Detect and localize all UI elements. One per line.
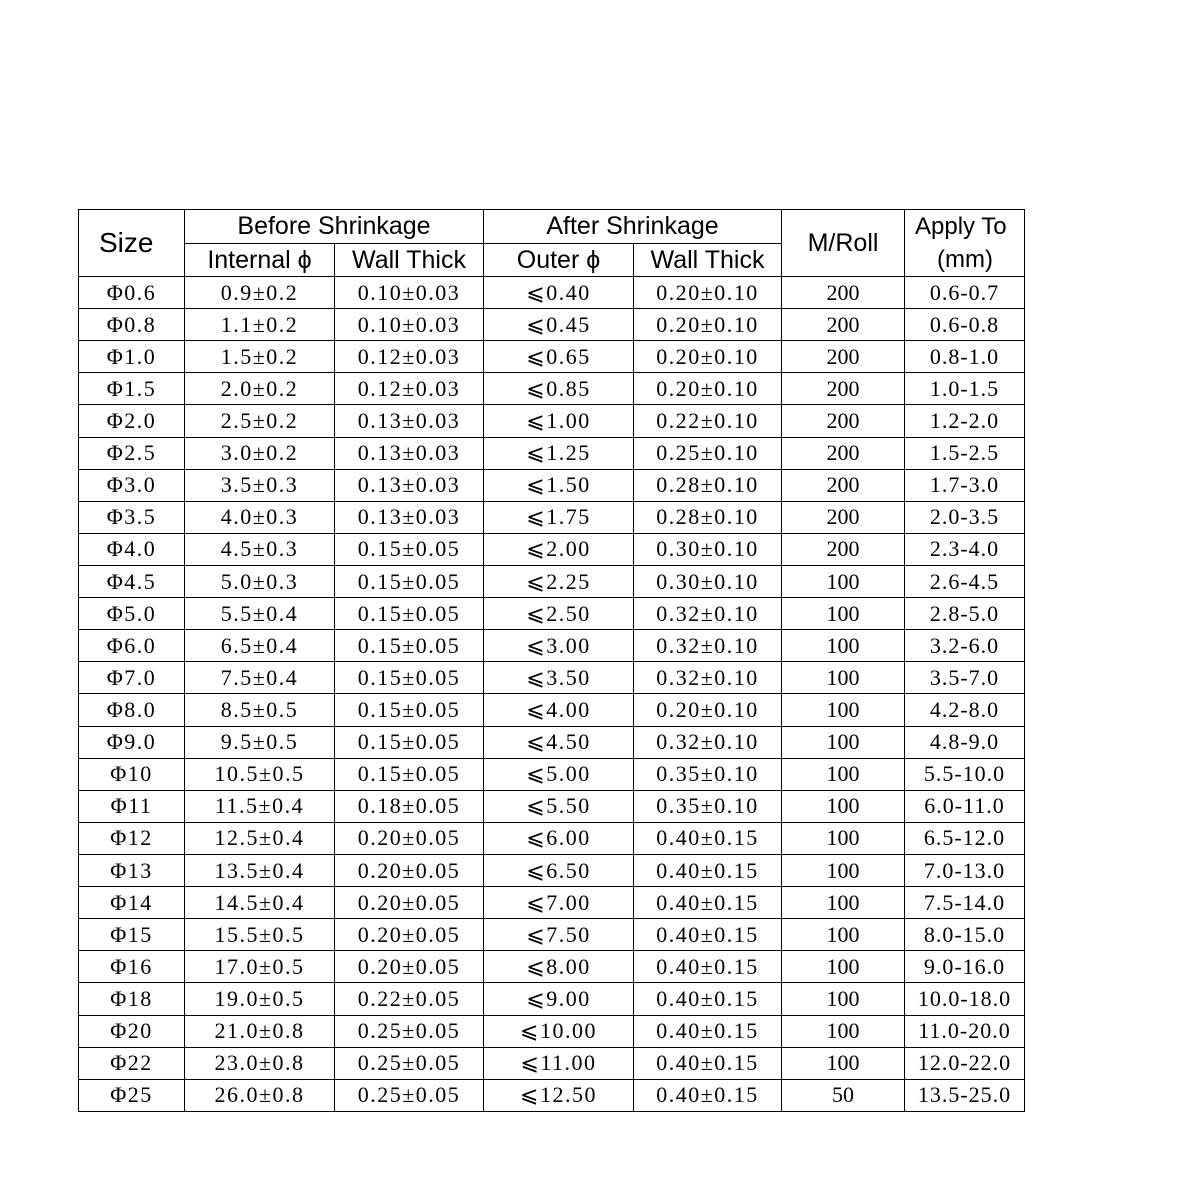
cell-internal-diameter: 7.5±0.4	[185, 662, 335, 694]
cell-wall-thick-after: 0.40±0.15	[634, 1079, 782, 1111]
header-wall-thick-after: Wall Thick	[634, 244, 782, 277]
cell-apply-to: 13.5-25.0	[905, 1079, 1025, 1111]
cell-wall-thick-after: 0.20±0.10	[634, 694, 782, 726]
cell-internal-diameter: 9.5±0.5	[185, 726, 335, 758]
cell-wall-thick-after: 0.35±0.10	[634, 790, 782, 822]
cell-wall-thick-before: 0.15±0.05	[335, 662, 484, 694]
cell-wall-thick-before: 0.13±0.03	[335, 405, 484, 437]
table-row	[79, 277, 1025, 309]
cell-size: Φ4.0	[79, 533, 185, 565]
header-wall-thick-before: Wall Thick	[335, 244, 484, 277]
spec-table	[78, 209, 1025, 1112]
header-row-top	[79, 210, 1025, 244]
cell-apply-to: 3.2-6.0	[905, 630, 1025, 662]
cell-wall-thick-after: 0.20±0.10	[634, 341, 782, 373]
cell-outer-diameter: ⩽7.00	[484, 887, 634, 919]
cell-size: Φ5.0	[79, 598, 185, 630]
cell-size: Φ7.0	[79, 662, 185, 694]
cell-internal-diameter: 1.5±0.2	[185, 341, 335, 373]
cell-wall-thick-after: 0.28±0.10	[634, 501, 782, 533]
cell-wall-thick-after: 0.40±0.15	[634, 887, 782, 919]
header-apply-to-label: Apply To	[915, 213, 1007, 240]
header-apply-to-unit: (mm)	[937, 246, 993, 273]
cell-m-roll: 200	[782, 277, 905, 309]
table-row	[79, 1047, 1025, 1079]
cell-size: Φ14	[79, 887, 185, 919]
cell-apply-to: 2.8-5.0	[905, 598, 1025, 630]
cell-wall-thick-after: 0.40±0.15	[634, 919, 782, 951]
cell-outer-diameter: ⩽2.00	[484, 533, 634, 565]
cell-wall-thick-before: 0.25±0.05	[335, 1047, 484, 1079]
cell-apply-to: 1.5-2.5	[905, 437, 1025, 469]
cell-internal-diameter: 4.5±0.3	[185, 533, 335, 565]
cell-internal-diameter: 3.5±0.3	[185, 469, 335, 501]
cell-internal-diameter: 5.0±0.3	[185, 565, 335, 597]
cell-size: Φ0.8	[79, 309, 185, 341]
cell-size: Φ20	[79, 1015, 185, 1047]
table-row	[79, 951, 1025, 983]
cell-internal-diameter: 4.0±0.3	[185, 501, 335, 533]
cell-outer-diameter: ⩽1.75	[484, 501, 634, 533]
cell-internal-diameter: 15.5±0.5	[185, 919, 335, 951]
cell-apply-to: 10.0-18.0	[905, 983, 1025, 1015]
cell-apply-to: 3.5-7.0	[905, 662, 1025, 694]
header-before-shrinkage: Before Shrinkage	[185, 210, 484, 244]
cell-apply-to: 2.6-4.5	[905, 565, 1025, 597]
cell-size: Φ12	[79, 822, 185, 854]
cell-size: Φ0.6	[79, 277, 185, 309]
table-header	[79, 210, 1025, 277]
cell-wall-thick-before: 0.15±0.05	[335, 533, 484, 565]
cell-size: Φ1.0	[79, 341, 185, 373]
table-row	[79, 919, 1025, 951]
cell-m-roll: 200	[782, 469, 905, 501]
cell-wall-thick-after: 0.25±0.10	[634, 437, 782, 469]
cell-wall-thick-after: 0.22±0.10	[634, 405, 782, 437]
cell-internal-diameter: 14.5±0.4	[185, 887, 335, 919]
cell-apply-to: 4.8-9.0	[905, 726, 1025, 758]
cell-size: Φ4.5	[79, 565, 185, 597]
cell-outer-diameter: ⩽0.40	[484, 277, 634, 309]
cell-internal-diameter: 5.5±0.4	[185, 598, 335, 630]
cell-apply-to: 0.6-0.8	[905, 309, 1025, 341]
cell-internal-diameter: 11.5±0.4	[185, 790, 335, 822]
cell-wall-thick-after: 0.32±0.10	[634, 630, 782, 662]
cell-size: Φ2.0	[79, 405, 185, 437]
cell-m-roll: 50	[782, 1079, 905, 1111]
cell-m-roll: 100	[782, 662, 905, 694]
cell-m-roll: 100	[782, 983, 905, 1015]
table-row	[79, 822, 1025, 854]
table-row	[79, 437, 1025, 469]
table-row	[79, 309, 1025, 341]
table-row	[79, 469, 1025, 501]
cell-wall-thick-before: 0.20±0.05	[335, 887, 484, 919]
cell-apply-to: 0.6-0.7	[905, 277, 1025, 309]
cell-wall-thick-before: 0.25±0.05	[335, 1079, 484, 1111]
cell-wall-thick-before: 0.15±0.05	[335, 565, 484, 597]
cell-internal-diameter: 2.5±0.2	[185, 405, 335, 437]
table-row	[79, 405, 1025, 437]
cell-apply-to: 1.7-3.0	[905, 469, 1025, 501]
cell-wall-thick-before: 0.25±0.05	[335, 1015, 484, 1047]
header-internal-diameter: Internal ϕ	[185, 244, 335, 277]
cell-internal-diameter: 26.0±0.8	[185, 1079, 335, 1111]
cell-outer-diameter: ⩽3.00	[484, 630, 634, 662]
cell-m-roll: 100	[782, 758, 905, 790]
cell-wall-thick-before: 0.10±0.03	[335, 277, 484, 309]
cell-outer-diameter: ⩽4.00	[484, 694, 634, 726]
header-m-roll: M/Roll	[782, 210, 905, 277]
cell-wall-thick-after: 0.20±0.10	[634, 309, 782, 341]
cell-apply-to: 1.2-2.0	[905, 405, 1025, 437]
table-row	[79, 598, 1025, 630]
cell-apply-to: 7.0-13.0	[905, 854, 1025, 886]
cell-m-roll: 100	[782, 630, 905, 662]
cell-wall-thick-before: 0.18±0.05	[335, 790, 484, 822]
cell-wall-thick-after: 0.40±0.15	[634, 822, 782, 854]
cell-wall-thick-after: 0.30±0.10	[634, 533, 782, 565]
cell-wall-thick-before: 0.12±0.03	[335, 341, 484, 373]
cell-outer-diameter: ⩽0.65	[484, 341, 634, 373]
cell-outer-diameter: ⩽3.50	[484, 662, 634, 694]
cell-m-roll: 100	[782, 790, 905, 822]
cell-size: Φ8.0	[79, 694, 185, 726]
cell-outer-diameter: ⩽0.45	[484, 309, 634, 341]
cell-apply-to: 6.5-12.0	[905, 822, 1025, 854]
cell-apply-to: 8.0-15.0	[905, 919, 1025, 951]
cell-m-roll: 200	[782, 405, 905, 437]
cell-size: Φ16	[79, 951, 185, 983]
cell-wall-thick-before: 0.10±0.03	[335, 309, 484, 341]
cell-size: Φ15	[79, 919, 185, 951]
cell-wall-thick-after: 0.40±0.15	[634, 951, 782, 983]
cell-size: Φ11	[79, 790, 185, 822]
cell-outer-diameter: ⩽1.00	[484, 405, 634, 437]
cell-wall-thick-after: 0.20±0.10	[634, 277, 782, 309]
table-row	[79, 533, 1025, 565]
cell-size: Φ3.5	[79, 501, 185, 533]
table-row	[79, 565, 1025, 597]
cell-outer-diameter: ⩽12.50	[484, 1079, 634, 1111]
cell-size: Φ13	[79, 854, 185, 886]
cell-internal-diameter: 10.5±0.5	[185, 758, 335, 790]
cell-internal-diameter: 23.0±0.8	[185, 1047, 335, 1079]
cell-outer-diameter: ⩽6.50	[484, 854, 634, 886]
cell-wall-thick-after: 0.32±0.10	[634, 598, 782, 630]
cell-internal-diameter: 13.5±0.4	[185, 854, 335, 886]
cell-outer-diameter: ⩽11.00	[484, 1047, 634, 1079]
table-row	[79, 854, 1025, 886]
table-row	[79, 694, 1025, 726]
cell-internal-diameter: 19.0±0.5	[185, 983, 335, 1015]
cell-wall-thick-before: 0.13±0.03	[335, 437, 484, 469]
cell-outer-diameter: ⩽5.50	[484, 790, 634, 822]
cell-m-roll: 100	[782, 1047, 905, 1079]
table-row	[79, 373, 1025, 405]
cell-outer-diameter: ⩽10.00	[484, 1015, 634, 1047]
cell-wall-thick-before: 0.13±0.03	[335, 501, 484, 533]
cell-apply-to: 7.5-14.0	[905, 887, 1025, 919]
cell-outer-diameter: ⩽5.00	[484, 758, 634, 790]
cell-wall-thick-before: 0.20±0.05	[335, 854, 484, 886]
cell-wall-thick-after: 0.40±0.15	[634, 1047, 782, 1079]
cell-outer-diameter: ⩽1.50	[484, 469, 634, 501]
cell-internal-diameter: 0.9±0.2	[185, 277, 335, 309]
table-row	[79, 790, 1025, 822]
cell-wall-thick-after: 0.20±0.10	[634, 373, 782, 405]
cell-size: Φ22	[79, 1047, 185, 1079]
table-row	[79, 341, 1025, 373]
cell-apply-to: 0.8-1.0	[905, 341, 1025, 373]
table-row	[79, 1079, 1025, 1111]
cell-apply-to: 11.0-20.0	[905, 1015, 1025, 1047]
cell-outer-diameter: ⩽4.50	[484, 726, 634, 758]
cell-wall-thick-before: 0.20±0.05	[335, 919, 484, 951]
cell-apply-to: 6.0-11.0	[905, 790, 1025, 822]
cell-wall-thick-before: 0.22±0.05	[335, 983, 484, 1015]
cell-wall-thick-before: 0.15±0.05	[335, 758, 484, 790]
table-row	[79, 662, 1025, 694]
cell-size: Φ18	[79, 983, 185, 1015]
cell-internal-diameter: 3.0±0.2	[185, 437, 335, 469]
cell-wall-thick-after: 0.32±0.10	[634, 726, 782, 758]
cell-outer-diameter: ⩽2.25	[484, 565, 634, 597]
cell-m-roll: 100	[782, 887, 905, 919]
cell-wall-thick-before: 0.20±0.05	[335, 951, 484, 983]
cell-m-roll: 200	[782, 533, 905, 565]
cell-size: Φ10	[79, 758, 185, 790]
cell-outer-diameter: ⩽1.25	[484, 437, 634, 469]
table-row	[79, 983, 1025, 1015]
cell-size: Φ1.5	[79, 373, 185, 405]
cell-apply-to: 4.2-8.0	[905, 694, 1025, 726]
cell-outer-diameter: ⩽9.00	[484, 983, 634, 1015]
cell-wall-thick-after: 0.40±0.15	[634, 854, 782, 886]
cell-m-roll: 100	[782, 565, 905, 597]
cell-wall-thick-before: 0.15±0.05	[335, 726, 484, 758]
cell-wall-thick-before: 0.15±0.05	[335, 694, 484, 726]
cell-m-roll: 100	[782, 951, 905, 983]
cell-wall-thick-after: 0.28±0.10	[634, 469, 782, 501]
cell-size: Φ25	[79, 1079, 185, 1111]
cell-m-roll: 100	[782, 822, 905, 854]
cell-outer-diameter: ⩽7.50	[484, 919, 634, 951]
cell-apply-to: 2.0-3.5	[905, 501, 1025, 533]
cell-internal-diameter: 8.5±0.5	[185, 694, 335, 726]
cell-size: Φ2.5	[79, 437, 185, 469]
cell-m-roll: 100	[782, 854, 905, 886]
header-after-shrinkage: After Shrinkage	[484, 210, 782, 244]
cell-internal-diameter: 6.5±0.4	[185, 630, 335, 662]
table-row	[79, 887, 1025, 919]
cell-m-roll: 100	[782, 694, 905, 726]
cell-internal-diameter: 17.0±0.5	[185, 951, 335, 983]
table-row	[79, 758, 1025, 790]
cell-m-roll: 100	[782, 1015, 905, 1047]
table-row	[79, 1015, 1025, 1047]
cell-apply-to: 12.0-22.0	[905, 1047, 1025, 1079]
cell-size: Φ3.0	[79, 469, 185, 501]
cell-wall-thick-after: 0.32±0.10	[634, 662, 782, 694]
table-row	[79, 501, 1025, 533]
cell-m-roll: 200	[782, 501, 905, 533]
cell-wall-thick-before: 0.15±0.05	[335, 598, 484, 630]
cell-m-roll: 200	[782, 309, 905, 341]
cell-m-roll: 100	[782, 598, 905, 630]
cell-internal-diameter: 21.0±0.8	[185, 1015, 335, 1047]
table-row	[79, 630, 1025, 662]
cell-m-roll: 200	[782, 341, 905, 373]
cell-internal-diameter: 12.5±0.4	[185, 822, 335, 854]
cell-wall-thick-before: 0.15±0.05	[335, 630, 484, 662]
cell-wall-thick-before: 0.12±0.03	[335, 373, 484, 405]
header-outer-diameter: Outer ϕ	[484, 244, 634, 277]
cell-size: Φ6.0	[79, 630, 185, 662]
cell-apply-to: 1.0-1.5	[905, 373, 1025, 405]
table-body	[79, 277, 1025, 1112]
cell-outer-diameter: ⩽2.50	[484, 598, 634, 630]
cell-wall-thick-before: 0.13±0.03	[335, 469, 484, 501]
cell-internal-diameter: 1.1±0.2	[185, 309, 335, 341]
cell-wall-thick-before: 0.20±0.05	[335, 822, 484, 854]
cell-outer-diameter: ⩽6.00	[484, 822, 634, 854]
cell-wall-thick-after: 0.40±0.15	[634, 983, 782, 1015]
cell-m-roll: 100	[782, 726, 905, 758]
cell-outer-diameter: ⩽8.00	[484, 951, 634, 983]
cell-m-roll: 200	[782, 373, 905, 405]
header-apply-to	[905, 210, 1025, 277]
cell-wall-thick-after: 0.30±0.10	[634, 565, 782, 597]
cell-internal-diameter: 2.0±0.2	[185, 373, 335, 405]
cell-apply-to: 5.5-10.0	[905, 758, 1025, 790]
cell-apply-to: 2.3-4.0	[905, 533, 1025, 565]
header-size: Size	[79, 210, 185, 277]
cell-apply-to: 9.0-16.0	[905, 951, 1025, 983]
cell-outer-diameter: ⩽0.85	[484, 373, 634, 405]
cell-size: Φ9.0	[79, 726, 185, 758]
cell-m-roll: 200	[782, 437, 905, 469]
cell-m-roll: 100	[782, 919, 905, 951]
cell-wall-thick-after: 0.35±0.10	[634, 758, 782, 790]
cell-wall-thick-after: 0.40±0.15	[634, 1015, 782, 1047]
table-row	[79, 726, 1025, 758]
